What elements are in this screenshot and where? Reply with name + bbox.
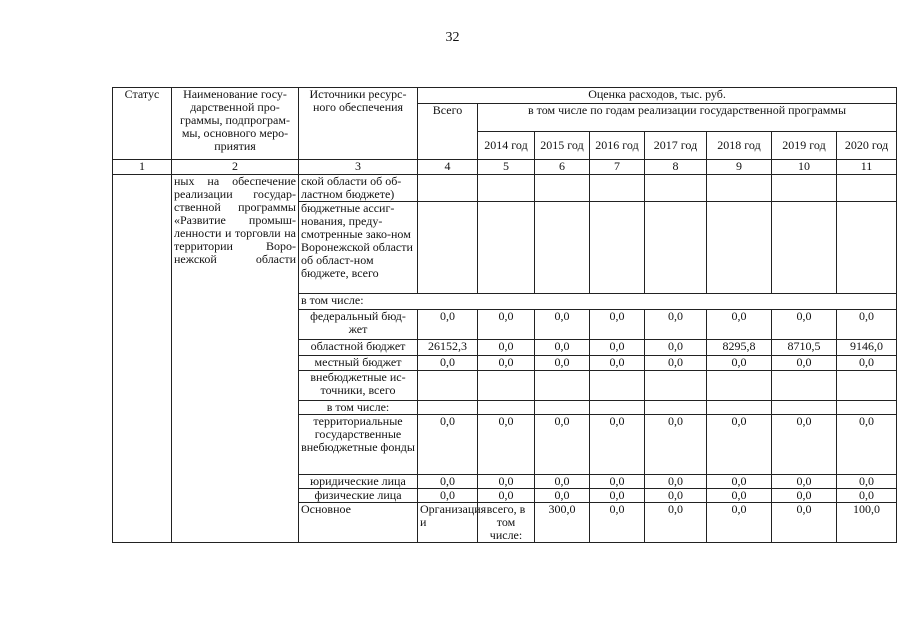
cell: 8710,5 (772, 340, 837, 356)
cell: 0,0 (707, 503, 772, 543)
cell: 0,0 (590, 356, 645, 371)
row-label: физические лица (299, 489, 418, 503)
cell: 0,0 (645, 356, 707, 371)
cell: 0,0 (418, 356, 478, 371)
cell: 0,0 (772, 310, 837, 340)
cell: 0,0 (418, 310, 478, 340)
row-label: местный бюджет (299, 356, 418, 371)
cell: 0,0 (707, 356, 772, 371)
row-label: всего, в том числе: (478, 503, 535, 543)
header-cost: Оценка расходов, тыс. руб. (418, 88, 897, 104)
cell: 0,0 (535, 310, 590, 340)
cell: 0,0 (837, 310, 897, 340)
col-num: 2 (172, 160, 299, 175)
cell: 0,0 (645, 310, 707, 340)
cell: 0,0 (772, 415, 837, 475)
header-sources: Источники ресурс-ного обеспечения (299, 88, 418, 160)
header-year: 2015 год (535, 132, 590, 160)
header-total: Всего (418, 104, 478, 160)
cell: 9146,0 (837, 340, 897, 356)
header-year: 2019 год (772, 132, 837, 160)
cell: 0,0 (772, 475, 837, 489)
cell: 0,0 (478, 340, 535, 356)
cell: 0,0 (590, 489, 645, 503)
col-num: 9 (707, 160, 772, 175)
row-label: областной бюджет (299, 340, 418, 356)
cell: 0,0 (707, 310, 772, 340)
header-name: Наименование госу-дарственной про-граммы, подпрограм-мы, основного меро-приятия (172, 88, 299, 160)
cell: 0,0 (837, 415, 897, 475)
cell: 0,0 (418, 475, 478, 489)
cell: 0,0 (645, 415, 707, 475)
cell: 0,0 (772, 503, 837, 543)
header-status: Статус (113, 88, 172, 160)
cell: 0,0 (418, 415, 478, 475)
cell: 0,0 (707, 475, 772, 489)
cell: 0,0 (535, 340, 590, 356)
cell: 0,0 (590, 415, 645, 475)
program-name: Организация и (418, 503, 478, 543)
cell: 0,0 (478, 475, 535, 489)
cell: 0,0 (645, 475, 707, 489)
cell: 0,0 (837, 356, 897, 371)
budget-table (112, 87, 897, 543)
row-label: юридические лица (299, 475, 418, 489)
cell: 100,0 (837, 503, 897, 543)
header-year: 2017 год (645, 132, 707, 160)
cell: 0,0 (535, 356, 590, 371)
cell: 8295,8 (707, 340, 772, 356)
cell: 0,0 (707, 415, 772, 475)
cell: 0,0 (590, 503, 645, 543)
col-num: 4 (418, 160, 478, 175)
header-year: 2014 год (478, 132, 535, 160)
page-number: 32 (445, 30, 460, 45)
cell: 0,0 (590, 475, 645, 489)
cell: 0,0 (535, 475, 590, 489)
col-num: 5 (478, 160, 535, 175)
cell: 0,0 (535, 415, 590, 475)
row-label: территориальные государственные внебюджетные фонды (299, 415, 418, 475)
source-label: бюджетные ассиг-нования, преду-смотренные зако-ном Воронежской области об област-ном бюджете, всего (299, 202, 418, 294)
status-label: Основное (299, 503, 418, 543)
header-year: 2016 год (590, 132, 645, 160)
status-cell (113, 175, 172, 543)
cell: 0,0 (418, 489, 478, 503)
program-name: ных на обеспечение реализации государ-ственной программы «Развитие промыш-ленности и торговли на территории Воро-нежской области (172, 175, 299, 543)
cell: 0,0 (837, 475, 897, 489)
cell: 0,0 (478, 489, 535, 503)
cell: 0,0 (645, 340, 707, 356)
cell: 0,0 (707, 489, 772, 503)
col-num: 10 (772, 160, 837, 175)
cell: 0,0 (772, 489, 837, 503)
col-num: 3 (299, 160, 418, 175)
cell: 0,0 (535, 489, 590, 503)
cell: 0,0 (645, 503, 707, 543)
cell: 0,0 (590, 340, 645, 356)
cell: 300,0 (535, 503, 590, 543)
row-label: внебюджетные ис-точники, всего (299, 371, 418, 401)
header-by-years: в том числе по годам реализации государственной программы (478, 104, 897, 132)
col-num: 11 (837, 160, 897, 175)
cell: 0,0 (837, 489, 897, 503)
incl-label: в том числе: (299, 401, 418, 415)
col-num: 1 (113, 160, 172, 175)
cell: 0,0 (478, 415, 535, 475)
cell: 0,0 (772, 356, 837, 371)
col-num: 8 (645, 160, 707, 175)
row-label: федеральный бюд-жет (299, 310, 418, 340)
source-label: ской области об об-ластном бюджете) (299, 175, 418, 202)
cell: 0,0 (590, 310, 645, 340)
cell: 0,0 (478, 310, 535, 340)
col-num: 7 (590, 160, 645, 175)
header-year: 2020 год (837, 132, 897, 160)
incl-label: в том числе: (299, 294, 897, 310)
cell: 0,0 (478, 356, 535, 371)
header-year: 2018 год (707, 132, 772, 160)
cell: 0,0 (645, 489, 707, 503)
cell: 26152,3 (418, 340, 478, 356)
col-num: 6 (535, 160, 590, 175)
